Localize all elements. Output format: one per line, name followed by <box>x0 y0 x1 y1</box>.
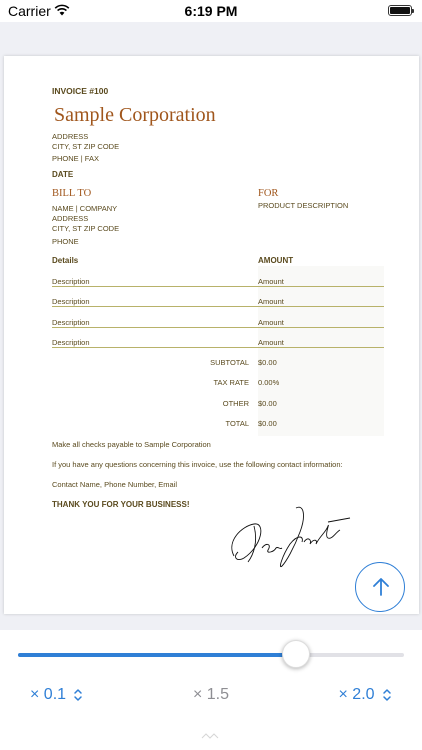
other-value: $0.00 <box>258 399 277 408</box>
amount-header: AMOUNT <box>258 256 294 265</box>
zoom-slider[interactable] <box>18 653 404 657</box>
other-label: OTHER <box>222 399 249 408</box>
app-mark-icon <box>200 730 220 742</box>
bill-to-city: CITY, ST ZIP CODE <box>52 224 120 233</box>
battery-icon <box>388 5 412 16</box>
max-zoom-label: × 2.0 <box>338 686 375 703</box>
row-divider <box>52 306 384 307</box>
zoom-slider-thumb[interactable] <box>282 640 310 668</box>
status-bar <box>0 0 422 22</box>
arrow-up-icon <box>370 576 392 598</box>
tax-rate-label: TAX RATE <box>213 378 249 387</box>
line-item-description: Description <box>52 318 90 327</box>
signature-image <box>224 496 354 571</box>
scroll-to-top-button[interactable] <box>355 562 405 612</box>
bill-to-heading: BILL TO <box>52 188 92 199</box>
bill-to-name: NAME | COMPANY <box>52 204 118 213</box>
details-header: Details <box>52 256 79 265</box>
line-item-amount: Amount <box>258 297 284 306</box>
line-item-description: Description <box>52 297 90 306</box>
min-zoom-label: × 0.1 <box>30 686 67 703</box>
zoom-slider-fill <box>18 653 296 657</box>
company-name: Sample Corporation <box>54 104 216 126</box>
total-label: TOTAL <box>225 419 249 428</box>
questions-note: If you have any questions concerning this invoice, use the following contact information: <box>52 460 343 469</box>
invoice-page <box>4 56 419 614</box>
contact-info: Contact Name, Phone Number, Email <box>52 480 178 489</box>
clock: 6:19 PM <box>184 3 238 19</box>
for-description: PRODUCT DESCRIPTION <box>258 201 349 210</box>
bill-to-phone: PHONE <box>52 237 79 246</box>
max-zoom-stepper[interactable] <box>339 686 392 704</box>
line-item-description: Description <box>52 338 90 347</box>
company-city: CITY, ST ZIP CODE <box>52 142 120 151</box>
payable-note: Make all checks payable to Sample Corporation <box>52 440 211 449</box>
total-value: $0.00 <box>258 419 277 428</box>
row-divider <box>52 286 384 287</box>
zoom-controls <box>0 630 422 750</box>
for-heading: FOR <box>258 188 279 199</box>
line-item-amount: Amount <box>258 338 284 347</box>
carrier-label: Carrier <box>8 3 51 19</box>
subtotal-value: $0.00 <box>258 358 277 367</box>
company-phone-fax: PHONE | FAX <box>52 154 99 163</box>
tax-rate-value: 0.00% <box>258 378 280 387</box>
amount-column-background <box>258 266 384 436</box>
current-zoom-label: × 1.5 <box>192 686 230 703</box>
chevron-up-down-icon <box>382 688 392 702</box>
company-address: ADDRESS <box>52 132 89 141</box>
row-divider <box>52 347 384 348</box>
thank-you-note: THANK YOU FOR YOUR BUSINESS! <box>52 500 190 509</box>
date-label: DATE <box>52 170 74 179</box>
row-divider <box>52 327 384 328</box>
invoice-number: INVOICE #100 <box>52 86 109 96</box>
line-item-description: Description <box>52 277 90 286</box>
bill-to-address: ADDRESS <box>52 214 89 223</box>
line-item-amount: Amount <box>258 277 284 286</box>
subtotal-label: SUBTOTAL <box>210 358 249 367</box>
document-viewer[interactable] <box>0 22 422 630</box>
line-item-amount: Amount <box>258 318 284 327</box>
